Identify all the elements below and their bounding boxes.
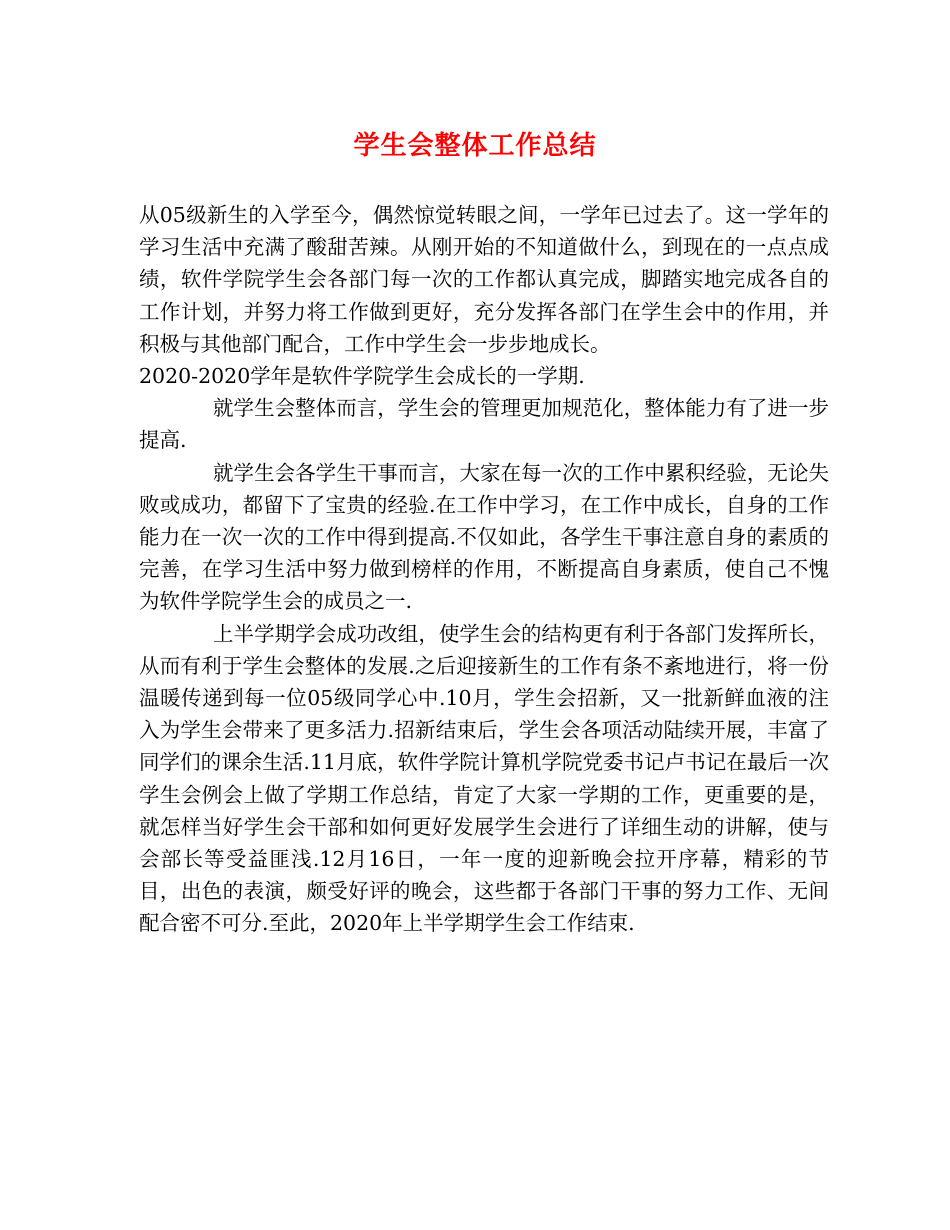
- paragraph-intro: 从05级新生的入学至今，偶然惊觉转眼之间，一学年已过去了。这一学年的学习生活中充满了酸甜苦辣。从刚开始的不知道做什么，到现在的一点点成绩，软件学院学生会各部门每一次的工作都认真完成，脚踏实地完成各自的工作计划，并努力将工作做到更好，充分发挥各部门在学生会中的作用，并积极与其他部门配合，工作中学生会一步步地成长。: [139, 203, 829, 356]
- document-body: [139, 199, 829, 940]
- paragraph-first-semester: 上半学期学会成功改组，使学生会的结构更有利于各部门发挥所长，从而有利于学生会整体的发展.之后迎接新生的工作有条不紊地进行，将一份温暖传递到每一位05级同学心中.10月，学生会招新，又一批新鲜血液的注入为学生会带来了更多活力.招新结束后，学生会各项活动陆续开展，丰富了同学们的课余生活.11月底，软件学院计算机学院党委书记卢书记在最后一次学生会例会上做了学期工作总结，肯定了大家一学期的工作，更重要的是，就怎样当好学生会干部和如何更好发展学生会进行了详细生动的讲解，使与会部长等受益匪浅.12月16日，一年一度的迎新晚会拉开序幕，精彩的节目，出色的表演，颇受好评的晚会，这些都于各部门干事的努力工作、无间配合密不可分.至此，2020年上半学期学生会工作结束.: [139, 621, 829, 936]
- paragraph-school-year: 2020-2020学年是软件学院学生会成长的一学期.: [139, 364, 585, 389]
- paragraph-staff: 就学生会各学生干事而言，大家在每一次的工作中累积经验，无论失败或成功，都留下了宝贵的经验.在工作中学习，在工作中成长，自身的工作能力在一次一次的工作中得到提高.不仅如此，各学生干事注意自身的素质的完善，在学习生活中努力做到榜样的作用，不断提高自身素质，使自己不愧为软件学院学生会的成员之一.: [139, 460, 829, 614]
- document-title: 学生会整体工作总结: [353, 131, 597, 161]
- paragraph-overall: 就学生会整体而言，学生会的管理更加规范化，整体能力有了进一步提高.: [139, 396, 829, 453]
